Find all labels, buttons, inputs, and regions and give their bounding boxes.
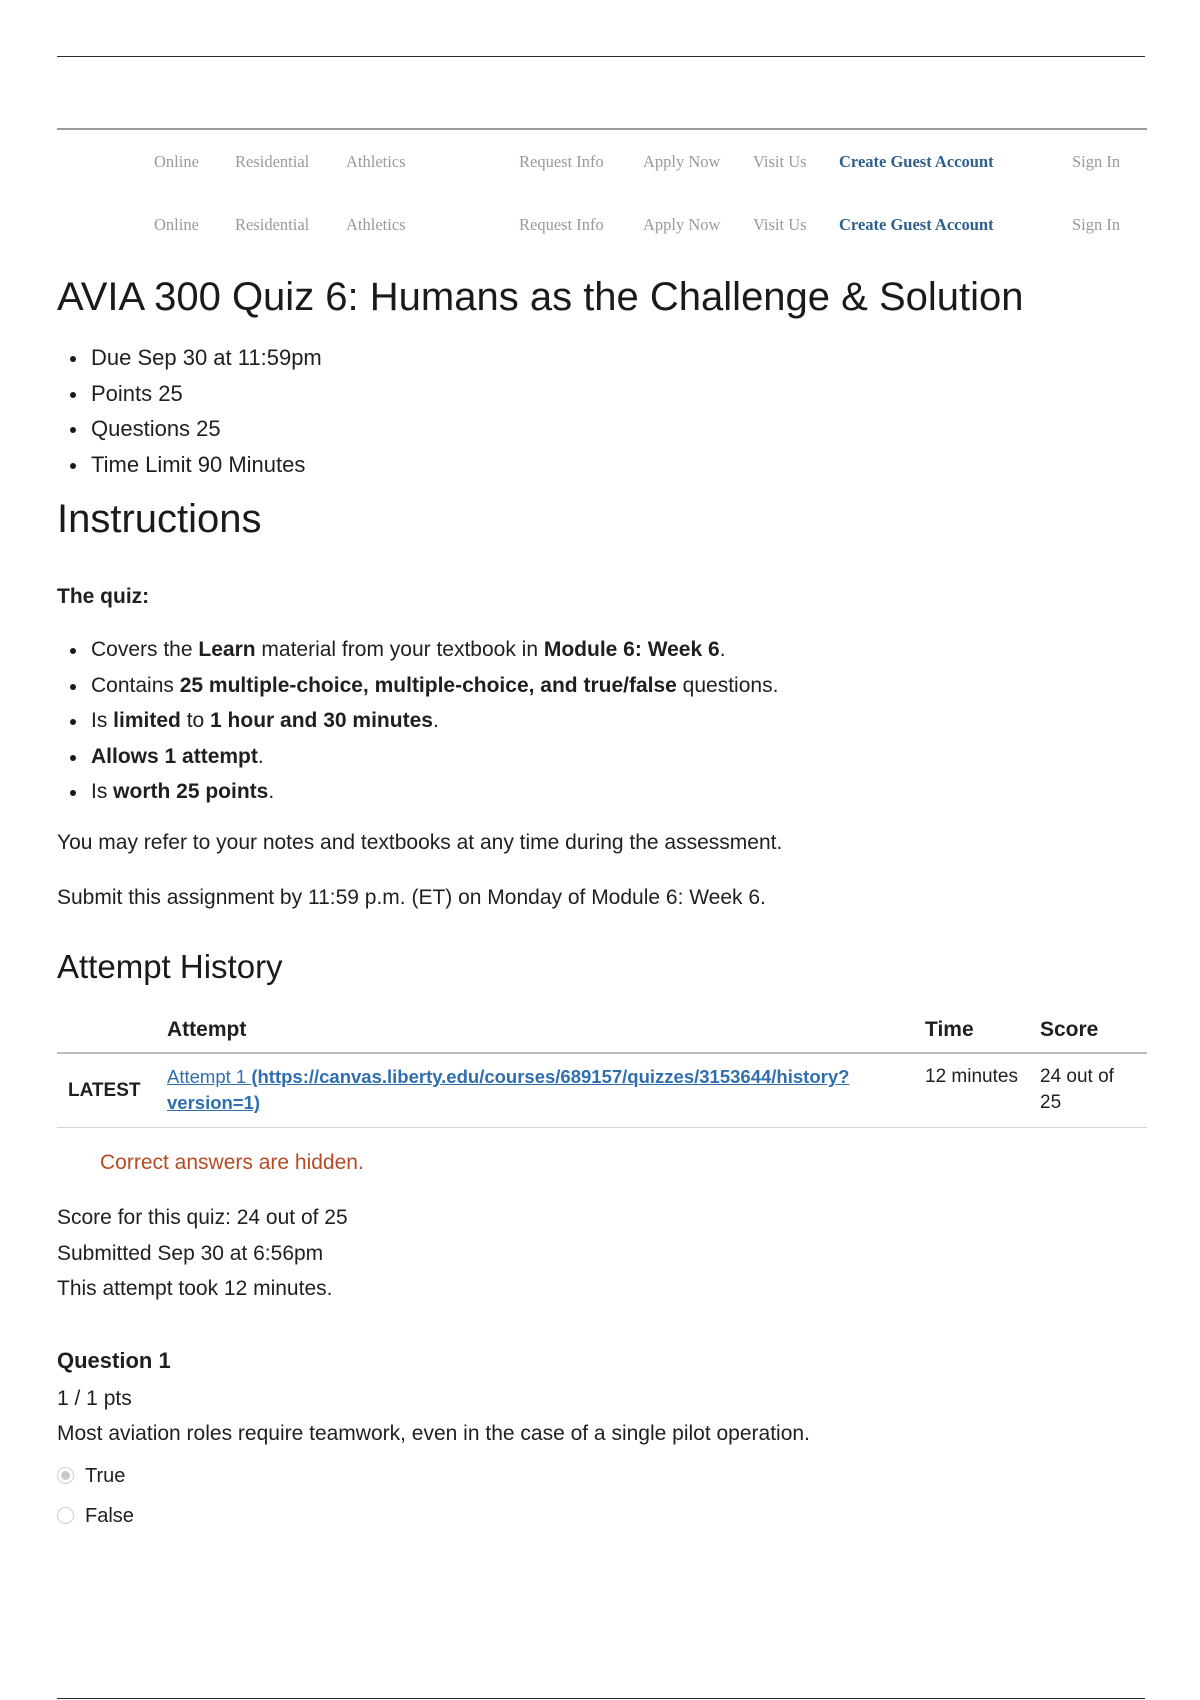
quiz-meta-list	[57, 340, 322, 482]
latest-badge: LATEST	[68, 1080, 141, 1101]
radio-button[interactable]	[57, 1507, 74, 1524]
submit-paragraph: Submit this assignment by 11:59 p.m. (ET) on Monday of Module 6: Week 6.	[57, 886, 766, 909]
nav-link-sign-in[interactable]: Sign In	[1072, 215, 1121, 234]
radio-button[interactable]	[57, 1467, 74, 1484]
nav-link-request-info[interactable]: Request Info	[519, 152, 604, 171]
nav-link-residential[interactable]: Residential	[235, 152, 310, 171]
nav-link-visit-us[interactable]: Visit Us	[753, 215, 807, 234]
attempt-duration: This attempt took 12 minutes.	[57, 1277, 333, 1300]
instruction-item: Allows 1 attempt.	[57, 739, 778, 775]
attempt-link-text[interactable]: Attempt 1	[167, 1066, 247, 1087]
answer-label: False	[85, 1505, 134, 1527]
instruction-item: Is limited to 1 hour and 30 minutes.	[57, 703, 778, 739]
nav-rule	[57, 128, 1147, 130]
table-header-divider	[57, 1052, 1147, 1054]
site-nav-primary	[0, 152, 1200, 176]
top-rule	[57, 56, 1145, 57]
nav-link-visit-us[interactable]: Visit Us	[753, 152, 807, 171]
page-title: AVIA 300 Quiz 6: Humans as the Challenge & Solution	[57, 275, 1024, 319]
submitted-time: Submitted Sep 30 at 6:56pm	[57, 1241, 324, 1265]
answers-hidden-notice: Correct answers are hidden.	[100, 1151, 364, 1174]
instructions-heading: Instructions	[57, 497, 262, 541]
nav-link-athletics[interactable]: Athletics	[346, 215, 406, 234]
score-summary: Score for this quiz: 24 out of 25	[57, 1206, 348, 1229]
due-date: Due Sep 30 at 11:59pm	[57, 340, 322, 376]
table-row-divider	[57, 1127, 1147, 1128]
column-header-score: Score	[1040, 1018, 1099, 1041]
nav-link-online[interactable]: Online	[154, 152, 199, 171]
question-text: Most aviation roles require teamwork, even in the case of a single pilot operation.	[57, 1422, 810, 1445]
bottom-rule	[57, 1698, 1145, 1699]
attempt-1-link[interactable]	[167, 1064, 867, 1116]
question-points: 1 / 1 pts	[57, 1387, 132, 1410]
attempt-time: 12 minutes	[925, 1066, 1018, 1087]
nav-link-create-guest-account[interactable]: Create Guest Account	[839, 215, 994, 234]
quiz-summary	[57, 1200, 348, 1307]
column-header-time: Time	[925, 1018, 974, 1041]
instruction-item: Is worth 25 points.	[57, 774, 778, 810]
quiz-subheading: The quiz:	[57, 585, 150, 608]
notes-paragraph: You may refer to your notes and textbooks at any time during the assessment.	[57, 831, 783, 854]
nav-link-request-info[interactable]: Request Info	[519, 215, 604, 234]
nav-link-online[interactable]: Online	[154, 215, 199, 234]
nav-link-apply-now[interactable]: Apply Now	[643, 215, 721, 234]
nav-link-residential[interactable]: Residential	[235, 215, 310, 234]
question-title: Question 1	[57, 1348, 171, 1373]
instruction-item: Covers the Learn material from your textbook in Module 6: Week 6.	[57, 632, 778, 668]
instruction-item: Contains 25 multiple-choice, multiple-choice, and true/false questions.	[57, 668, 778, 704]
instructions-list	[57, 632, 778, 810]
answer-label: True	[85, 1465, 126, 1487]
attempt-history-heading: Attempt History	[57, 948, 283, 985]
attempt-link-url[interactable]: (https://canvas.liberty.edu/courses/689157/quizzes/3153644/history?version=1)	[167, 1066, 850, 1113]
site-nav-secondary	[0, 215, 1200, 239]
question-count: Questions 25	[57, 411, 322, 447]
points: Points 25	[57, 376, 322, 412]
attempt-score: 24 out of 25	[1040, 1066, 1114, 1113]
nav-link-create-guest-account[interactable]: Create Guest Account	[839, 152, 994, 171]
column-header-attempt: Attempt	[167, 1018, 247, 1041]
time-limit: Time Limit 90 Minutes	[57, 447, 322, 483]
nav-link-apply-now[interactable]: Apply Now	[643, 152, 721, 171]
nav-link-athletics[interactable]: Athletics	[346, 152, 406, 171]
nav-link-sign-in[interactable]: Sign In	[1072, 152, 1121, 171]
